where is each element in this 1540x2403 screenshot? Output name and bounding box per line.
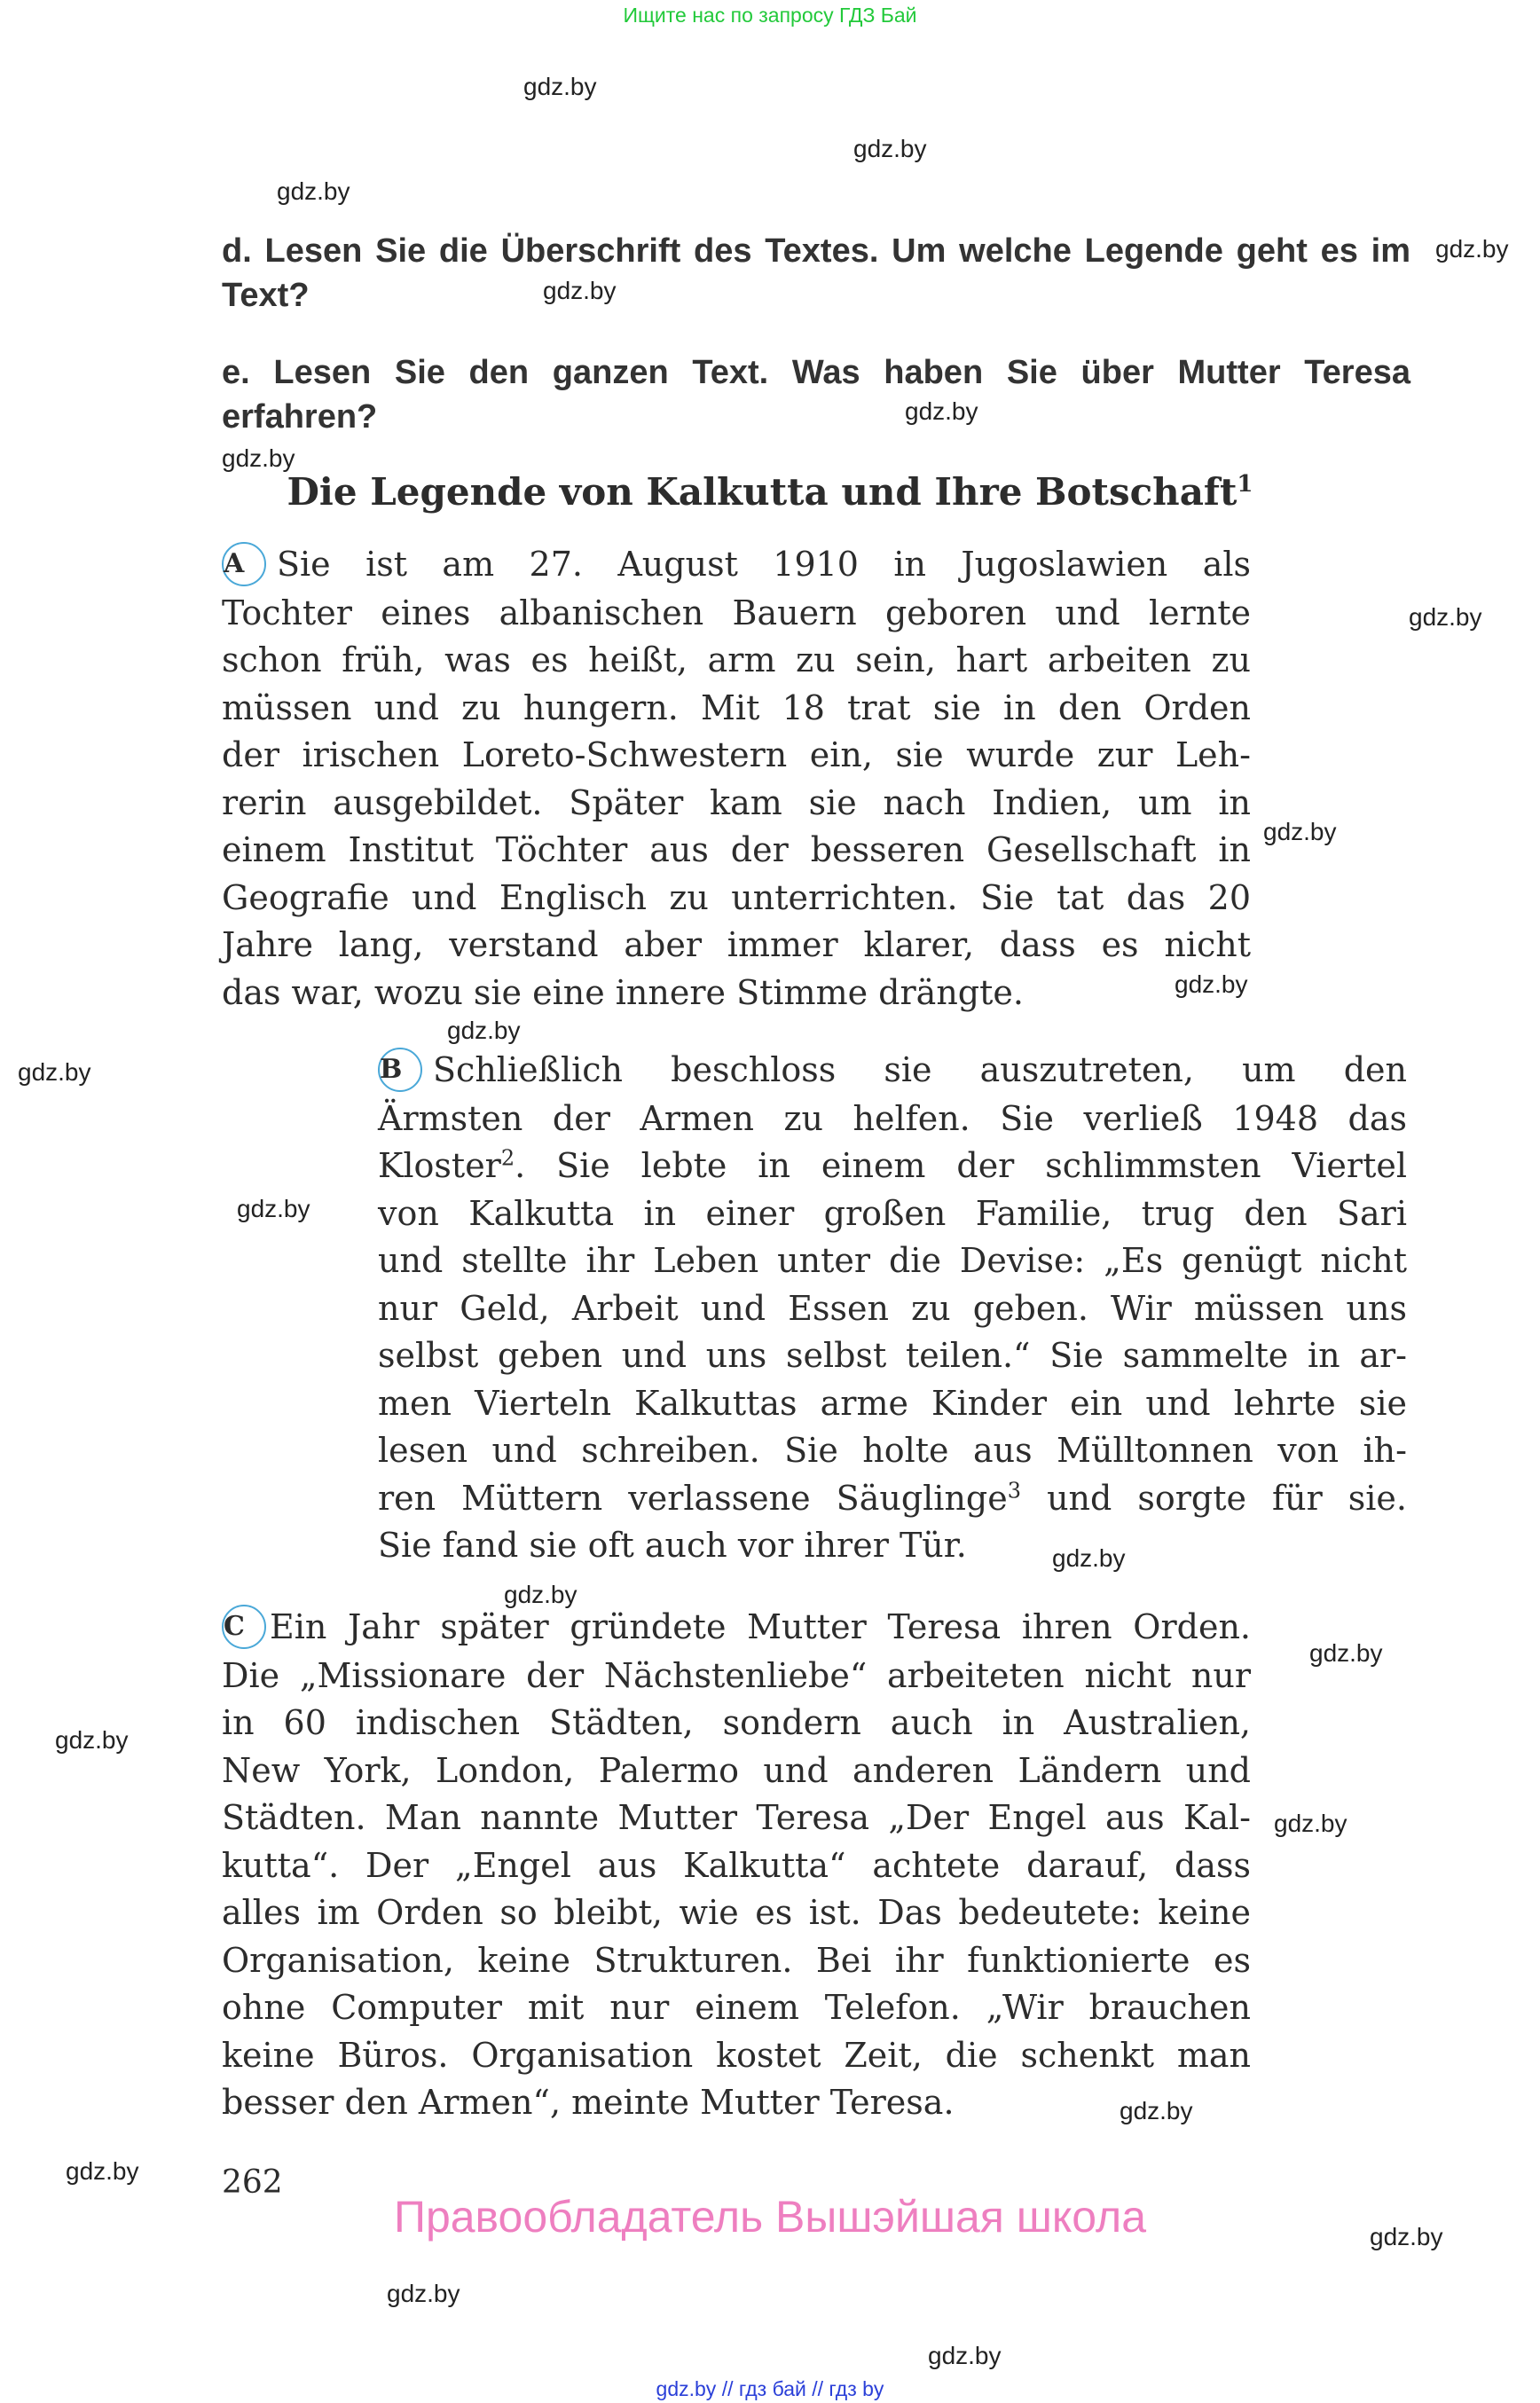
section-a-line: müssen und zu hungern. Mit 18 trat sie in den Orden (222, 687, 1251, 727)
section-b-line: Sie fand sie oft auch vor ihrer Tür. (378, 1526, 967, 1565)
section-b-line: und stellte ihr Leben unter die Devise: „Es genügt nicht (378, 1241, 1407, 1280)
watermark: gdz.by (18, 1058, 91, 1086)
copyright-notice: Правообладатель Вышэйшая школа (394, 2192, 1146, 2242)
section-b-line: selbst geben und uns selbst teilen.“ Sie sammelte in ar- (378, 1336, 1407, 1375)
watermark: gdz.by (447, 1017, 521, 1044)
watermark: gdz.by (523, 73, 597, 100)
page-number: 262 (222, 2164, 283, 2201)
top-banner[interactable]: Ищите нас по запросу ГДЗ Бай (623, 4, 917, 27)
section-b-line: ren Müttern verlassene Säuglinge$^3$ und sorgte für sie. (378, 1477, 1407, 1518)
section-c-line: C Ein Jahr später gründete Mutter Teresa ihren Orden. (222, 1604, 1251, 1653)
section-c-line: keine Büros. Organisation kostet Zeit, die schenkt man (222, 2035, 1251, 2075)
footnote-mark: 3 (1007, 1477, 1022, 1503)
title-text: Die Legende von Kalkutta und Ihre Botschaft (287, 470, 1238, 514)
watermark: gdz.by (543, 277, 617, 304)
watermark: gdz.by (55, 1726, 129, 1754)
section-a-line: der irischen Loreto-Schwestern ein, sie wurde zur Leh- (222, 735, 1251, 774)
section-c-line: Die „Missionare der Nächstenliebe“ arbeiteten nicht nur (222, 1655, 1251, 1695)
watermark: gdz.by (1435, 235, 1509, 263)
section-b-line: lesen und schreiben. Sie holte aus Mülltonnen von ih- (378, 1431, 1407, 1470)
section-c-line: Organisation, keine Strukturen. Bei ihr funktionierte es (222, 1940, 1251, 1980)
footnote-mark: 2 (500, 1145, 515, 1171)
watermark: gdz.by (1309, 1639, 1383, 1667)
watermark: gdz.by (1263, 818, 1337, 845)
section-a-line: A Sie ist am 27. August 1910 in Jugoslawien als (222, 541, 1251, 590)
section-c-line: kutta“. Der „Engel aus Kalkutta“ achtete darauf, dass (222, 1845, 1251, 1885)
watermark: gdz.by (387, 2280, 460, 2307)
watermark: gdz.by (504, 1581, 578, 1608)
watermark: gdz.by (1175, 970, 1248, 998)
section-marker-c: C (222, 1605, 266, 1649)
section-a (222, 541, 1251, 1017)
section-a-line: Geografie und Englisch zu unterrichten. Sie tat das 20 (222, 877, 1251, 917)
section-marker-a: A (222, 542, 266, 586)
section-a-line: einem Institut Töchter aus der besseren Gesellschaft in (222, 830, 1251, 869)
section-a-line: das war, wozu sie eine innere Stimme drängte. (222, 972, 1024, 1012)
watermark: gdz.by (928, 2342, 1002, 2369)
section-c-line: Städten. Man nannte Mutter Teresa „Der Engel aus Kal- (222, 1798, 1251, 1837)
section-b-line: Ärmsten der Armen zu helfen. Sie verließ 1948 das (378, 1098, 1407, 1138)
section-b-line: von Kalkutta in einer großen Familie, trug den Sari (378, 1193, 1407, 1233)
task-d: d. Lesen Sie die Überschrift des Textes. Um welche Legende geht es im Text? (222, 232, 1410, 314)
section-b-line: men Vierteln Kalkuttas arme Kinder ein und lehrte sie (378, 1383, 1407, 1423)
section-a-line: rerin ausgebildet. Später kam sie nach Indien, um in (222, 782, 1251, 822)
watermark: gdz.by (1120, 2097, 1193, 2124)
watermark: gdz.by (277, 177, 350, 205)
watermark: gdz.by (905, 397, 978, 425)
watermark: gdz.by (237, 1195, 310, 1222)
watermark: gdz.by (66, 2157, 139, 2185)
section-a-line: schon früh, was es heißt, arm zu sein, hart arbeiten zu (222, 640, 1251, 679)
watermark: gdz.by (1409, 603, 1482, 631)
section-c-line: besser den Armen“, meinte Mutter Teresa. (222, 2083, 955, 2122)
watermark: gdz.by (222, 444, 295, 472)
section-c-line: in 60 indischen Städten, sondern auch in Australien, (222, 1703, 1251, 1742)
title-footnote-mark: 1 (1237, 471, 1253, 498)
text-title (0, 470, 1540, 514)
section-b-line: Kloster$^2$. Sie lebte in einem der schlimmsten Viertel (378, 1145, 1407, 1185)
section-c-line: ohne Computer mit nur einem Telefon. „Wir brauchen (222, 1988, 1251, 2027)
watermark: gdz.by (1052, 1544, 1126, 1572)
section-marker-b: B (378, 1048, 422, 1092)
section-a-line: Jahre lang, verstand aber immer klarer, dass es nicht (222, 925, 1251, 964)
section-b-line: B Schließlich beschloss sie auszutreten, um den (378, 1047, 1407, 1095)
section-b (378, 1047, 1407, 1570)
watermark: gdz.by (853, 135, 927, 162)
section-c-line: alles im Orden so bleibt, wie es ist. Das bedeutete: keine (222, 1893, 1251, 1932)
watermark: gdz.by (1274, 1810, 1348, 1837)
watermark: gdz.by (1370, 2223, 1443, 2250)
task-e: e. Lesen Sie den ganzen Text. Was haben Sie über Mutter Teresa erfahren? (222, 354, 1410, 436)
section-c (222, 1604, 1251, 2127)
bottom-links[interactable]: gdz.by // гдз бай // гдз by (656, 2377, 884, 2400)
section-a-line: Tochter eines albanischen Bauern geboren und lernte (222, 593, 1251, 632)
section-b-line: nur Geld, Arbeit und Essen zu geben. Wir müssen uns (378, 1288, 1407, 1328)
section-c-line: New York, London, Palermo und anderen Ländern und (222, 1750, 1251, 1790)
